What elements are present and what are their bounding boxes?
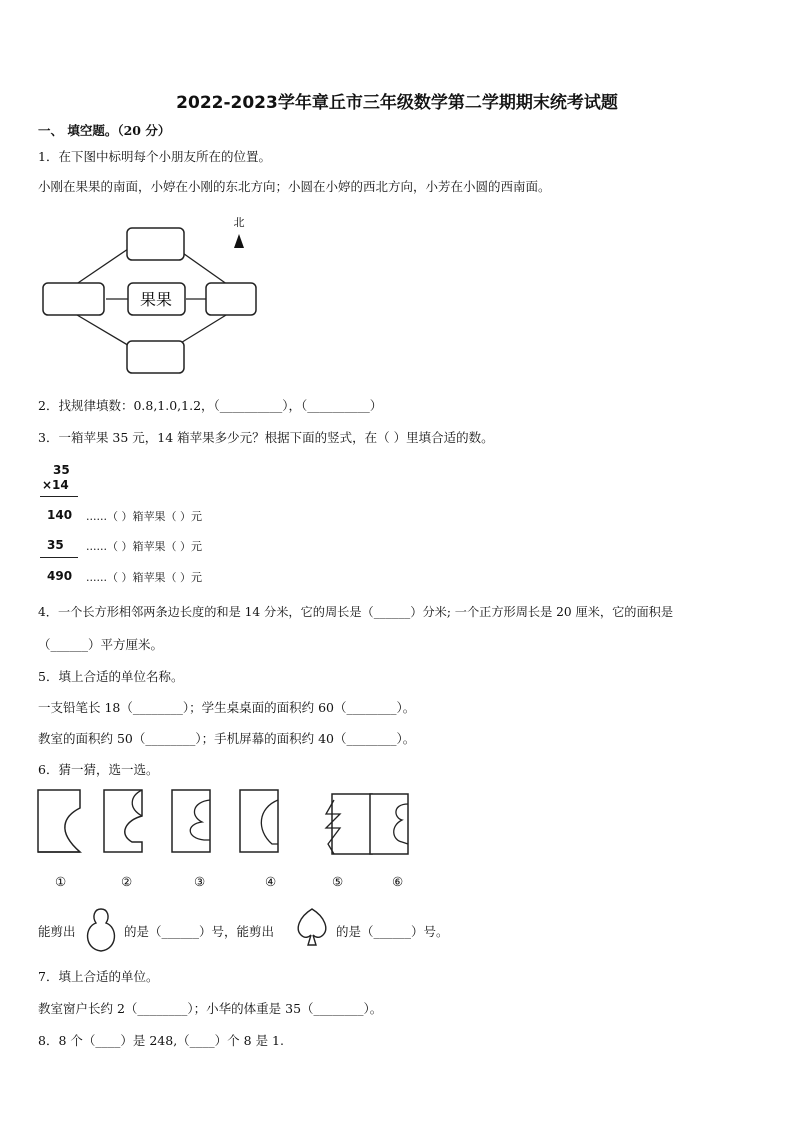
- paper-shapes: [34, 786, 424, 866]
- shape-4: [240, 790, 278, 852]
- east-box: [206, 283, 256, 315]
- q7-prompt: 7．填上合适的单位。: [38, 969, 159, 984]
- calc-r1: 140: [47, 508, 73, 522]
- north-box: [127, 228, 184, 260]
- q6-text-2: 的是（______）号，能剪出: [124, 924, 275, 939]
- section-heading: 一、 填空题。（20 分）: [38, 123, 171, 138]
- option-3: ③: [194, 874, 206, 889]
- calc-r2: 35: [47, 538, 64, 552]
- calc-rule-1: [40, 496, 78, 497]
- shape-5: [332, 794, 372, 854]
- calc-fill-1: ......（ ）箱苹果（ ）元: [86, 510, 202, 523]
- q2: 2．找规律填数：0.8,1.0,1.2，（__________），（__________）: [38, 398, 383, 413]
- calc-fill-3: ......（ ）箱苹果（ ）元: [86, 571, 202, 584]
- q1-text: 小刚在果果的南面，小婷在小刚的东北方向；小圆在小婷的西北方向，小芳在小圆的西南面。: [38, 179, 551, 194]
- shape-3: [172, 790, 210, 852]
- option-5: ⑤: [332, 874, 344, 889]
- q6-text-3: 的是（______）号。: [336, 924, 449, 939]
- q8: 8．8 个（____）是 248,（____）个 8 是 1.: [38, 1033, 284, 1048]
- q1-prompt: 1．在下图中标明每个小朋友所在的位置。: [38, 149, 271, 164]
- q5-line1: 一支铅笔长 18（________）；学生桌桌面的面积约 60（________）。: [38, 700, 416, 715]
- gourd-icon: [80, 905, 122, 955]
- south-box: [127, 341, 184, 373]
- option-2: ②: [121, 874, 133, 889]
- shape-1: [38, 790, 80, 852]
- calc-n1: 35: [53, 463, 70, 477]
- center-label: 果果: [139, 290, 173, 309]
- shape-2: [104, 790, 142, 852]
- option-1: ①: [55, 874, 67, 889]
- position-diagram: [38, 212, 268, 388]
- spade-icon: [291, 905, 333, 955]
- q3-prompt: 3．一箱苹果 35 元，14 箱苹果多少元？根据下面的竖式，在（ ）里填合适的数。: [38, 430, 494, 445]
- option-4: ④: [265, 874, 277, 889]
- option-6: ⑥: [392, 874, 404, 889]
- q6-prompt: 6．猜一猜，选一选。: [38, 762, 159, 777]
- q4-line2: （______）平方厘米。: [38, 637, 164, 652]
- page-title: 2022-2023学年章丘市三年级数学第二学期期末统考试题: [176, 93, 618, 113]
- q5-prompt: 5．填上合适的单位名称。: [38, 669, 184, 684]
- calc-rule-2: [40, 557, 78, 558]
- calc-r3: 490: [47, 569, 73, 583]
- q6-text-1: 能剪出: [38, 924, 76, 939]
- west-box: [43, 283, 104, 315]
- shape-6: [370, 794, 408, 854]
- north-label: 北: [233, 216, 245, 229]
- q4-line1: 4．一个长方形相邻两条边长度的和是 14 分米，它的周长是（______）分米; 一个正方形周长是 20 厘米，它的面积是: [38, 605, 674, 619]
- q5-line2: 教室的面积约 50（________）；手机屏幕的面积约 40（________）。: [38, 731, 416, 746]
- north-arrow-icon: [234, 234, 244, 248]
- calc-fill-2: ......（ ）箱苹果（ ）元: [86, 540, 202, 553]
- q7-line: 教室窗户长约 2（________）；小华的体重是 35（________）。: [38, 1001, 383, 1016]
- calc-n2: ×14: [42, 478, 69, 492]
